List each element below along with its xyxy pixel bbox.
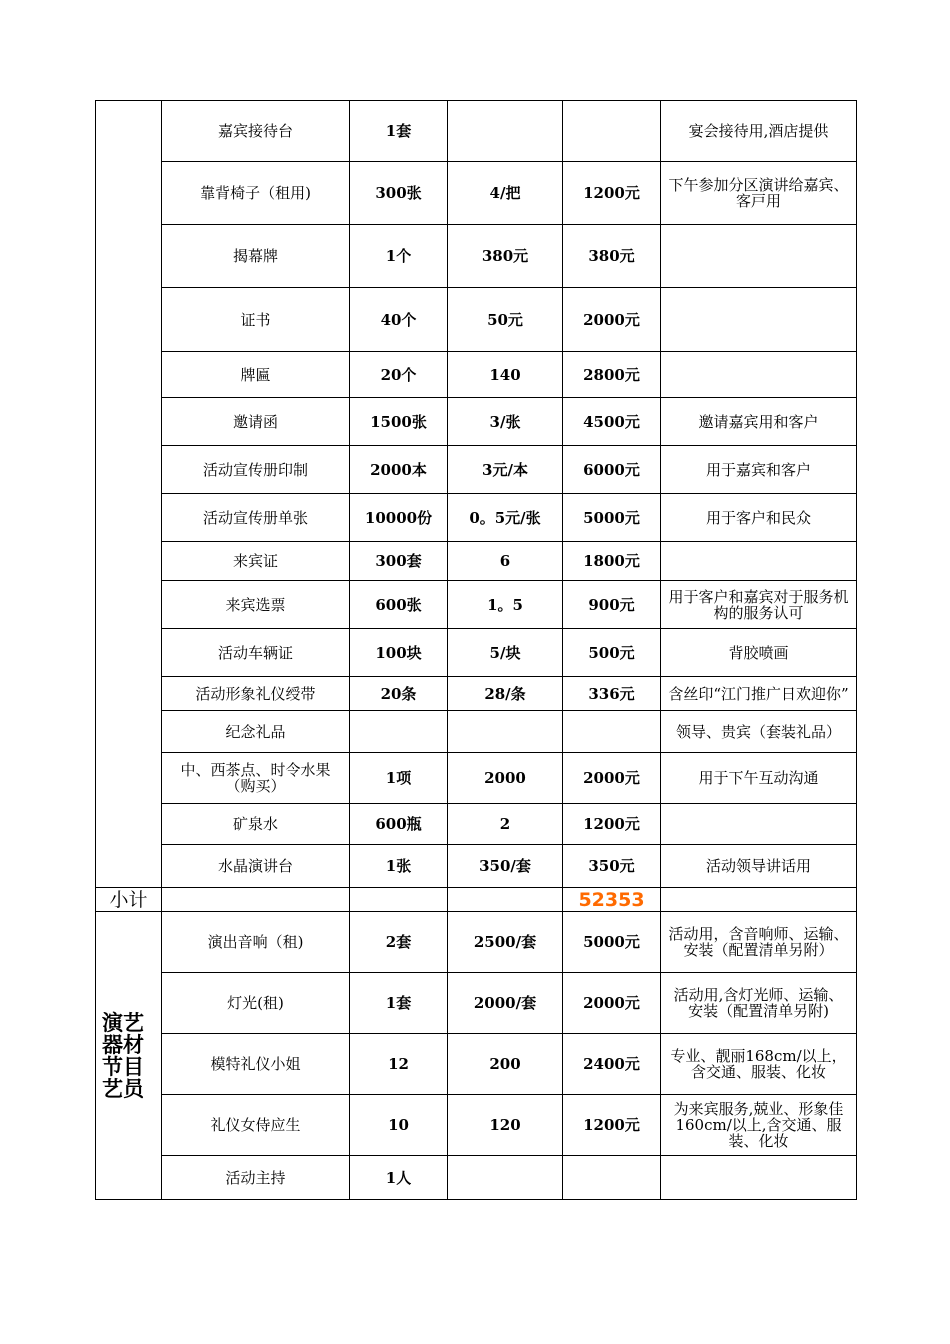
unit-price-cell: 50元 [448,288,563,352]
quantity-cell: 2000本 [350,446,448,494]
unit-price-cell: 5/块 [448,629,563,677]
quantity-cell: 300张 [350,162,448,225]
unit-price-cell: 350/套 [448,845,563,888]
amount-cell: 4500元 [563,398,661,446]
quantity-cell: 1项 [350,753,448,804]
table-row [96,494,857,542]
remark-cell: 下午参加分区演讲给嘉宾、客戸用 [661,162,857,225]
table-row [96,162,857,225]
category-cell [96,101,162,888]
item-name-cell: 活动主持 [162,1156,350,1200]
amount-cell: 2800元 [563,352,661,398]
quantity-cell: 12 [350,1034,448,1095]
unit-price-cell: 2000/套 [448,973,563,1034]
table-row [96,912,857,973]
unit-price-cell: 0。5元/张 [448,494,563,542]
remark-cell [661,1156,857,1200]
table-row [96,1034,857,1095]
remark-cell: 用于客户和嘉宾对于服务机构的服务认可 [661,581,857,629]
remark-cell: 背胶喷画 [661,629,857,677]
unit-price-cell: 2500/套 [448,912,563,973]
remark-cell: 活动领导讲话用 [661,845,857,888]
item-name-cell: 来宾证 [162,542,350,581]
quantity-cell: 2套 [350,912,448,973]
table-row [96,398,857,446]
item-name-cell: 活动形象礼仪绶带 [162,677,350,711]
amount-cell: 336元 [563,677,661,711]
subtotal-value: 52353 [563,888,661,912]
table-row [96,677,857,711]
unit-price-cell: 140 [448,352,563,398]
category-label: 演艺器材节目艺员 [102,1010,144,1101]
table-row [96,711,857,753]
empty-cell [350,888,448,912]
remark-cell: 领导、贵宾（套装礼品） [661,711,857,753]
amount-cell: 1200元 [563,1095,661,1156]
item-name-cell: 礼仪女侍应生 [162,1095,350,1156]
table-row [96,753,857,804]
remark-cell: 专业、靓丽168cm/以上，含交通、服装、化妆 [661,1034,857,1095]
amount-cell: 6000元 [563,446,661,494]
table-row [96,973,857,1034]
unit-price-cell: 1。5 [448,581,563,629]
remark-cell [661,225,857,288]
remark-cell: 用于下午互动沟通 [661,753,857,804]
table-row [96,581,857,629]
quantity-cell: 10 [350,1095,448,1156]
item-name-cell: 水晶演讲台 [162,845,350,888]
unit-price-cell: 4/把 [448,162,563,225]
amount-cell: 5000元 [563,912,661,973]
table-row [96,629,857,677]
empty-cell [661,888,857,912]
unit-price-cell: 120 [448,1095,563,1156]
unit-price-cell: 3元/本 [448,446,563,494]
quantity-cell: 1500张 [350,398,448,446]
amount-cell: 900元 [563,581,661,629]
amount-cell: 350元 [563,845,661,888]
quantity-cell: 100块 [350,629,448,677]
remark-cell: 活动用,含灯光师、运输、安装（配置清单另附) [661,973,857,1034]
item-name-cell: 中、西茶点、时令水果（购买） [162,753,350,804]
item-name-cell: 邀请函 [162,398,350,446]
item-name-cell: 矿泉水 [162,804,350,845]
item-name-cell: 嘉宾接待台 [162,101,350,162]
amount-cell: 1200元 [563,162,661,225]
remark-cell: 邀请嘉宾用和客户 [661,398,857,446]
quantity-cell: 600瓶 [350,804,448,845]
amount-cell: 2000元 [563,973,661,1034]
unit-price-cell [448,1156,563,1200]
subtotal-row [96,888,857,912]
item-name-cell: 演出音响（租) [162,912,350,973]
unit-price-cell: 200 [448,1034,563,1095]
unit-price-cell: 2 [448,804,563,845]
table-row [96,542,857,581]
table-row [96,1156,857,1200]
amount-cell: 1800元 [563,542,661,581]
remark-cell [661,804,857,845]
table-row [96,804,857,845]
quantity-cell [350,711,448,753]
amount-cell: 2000元 [563,288,661,352]
amount-cell: 5000元 [563,494,661,542]
quantity-cell: 10000份 [350,494,448,542]
amount-cell [563,711,661,753]
quantity-cell: 1张 [350,845,448,888]
category-cell [96,912,162,1200]
remark-cell: 用于嘉宾和客户 [661,446,857,494]
remark-cell [661,288,857,352]
subtotal-label: 小计 [96,888,162,912]
quantity-cell: 1个 [350,225,448,288]
empty-cell [162,888,350,912]
table-row [96,446,857,494]
table-row [96,1095,857,1156]
remark-cell: 宴会接待用,酒店提供 [661,101,857,162]
remark-cell: 活动用，含音响师、运输、安装（配置清单另附） [661,912,857,973]
item-name-cell: 证书 [162,288,350,352]
item-name-cell: 模特礼仪小姐 [162,1034,350,1095]
table-row [96,352,857,398]
quantity-cell: 600张 [350,581,448,629]
unit-price-cell: 3/张 [448,398,563,446]
table-row [96,101,857,162]
remark-cell [661,542,857,581]
quantity-cell: 300套 [350,542,448,581]
remark-cell: 为来宾服务,兢业、形象佳160cm/以上,含交通、服装、化妆 [661,1095,857,1156]
quantity-cell: 1人 [350,1156,448,1200]
table-row [96,288,857,352]
item-name-cell: 靠背椅子（租用) [162,162,350,225]
quantity-cell: 20条 [350,677,448,711]
item-name-cell: 活动宣传册单张 [162,494,350,542]
unit-price-cell [448,711,563,753]
remark-cell [661,352,857,398]
amount-cell: 380元 [563,225,661,288]
remark-cell: 含丝印“江门推广日欢迎你” [661,677,857,711]
amount-cell: 2000元 [563,753,661,804]
unit-price-cell: 6 [448,542,563,581]
item-name-cell: 活动宣传册印制 [162,446,350,494]
amount-cell: 500元 [563,629,661,677]
empty-cell [448,888,563,912]
budget-table [95,100,857,1200]
budget-table-body [96,101,857,1200]
unit-price-cell [448,101,563,162]
amount-cell: 1200元 [563,804,661,845]
amount-cell: 2400元 [563,1034,661,1095]
table-row [96,845,857,888]
quantity-cell: 1套 [350,101,448,162]
item-name-cell: 纪念礼品 [162,711,350,753]
remark-cell: 用于客户和民众 [661,494,857,542]
quantity-cell: 40个 [350,288,448,352]
amount-cell [563,101,661,162]
unit-price-cell: 2000 [448,753,563,804]
quantity-cell: 1套 [350,973,448,1034]
item-name-cell: 牌匾 [162,352,350,398]
unit-price-cell: 28/条 [448,677,563,711]
item-name-cell: 活动车辆证 [162,629,350,677]
amount-cell [563,1156,661,1200]
item-name-cell: 揭幕牌 [162,225,350,288]
table-row [96,225,857,288]
item-name-cell: 来宾选票 [162,581,350,629]
unit-price-cell: 380元 [448,225,563,288]
item-name-cell: 灯光(租) [162,973,350,1034]
quantity-cell: 20个 [350,352,448,398]
